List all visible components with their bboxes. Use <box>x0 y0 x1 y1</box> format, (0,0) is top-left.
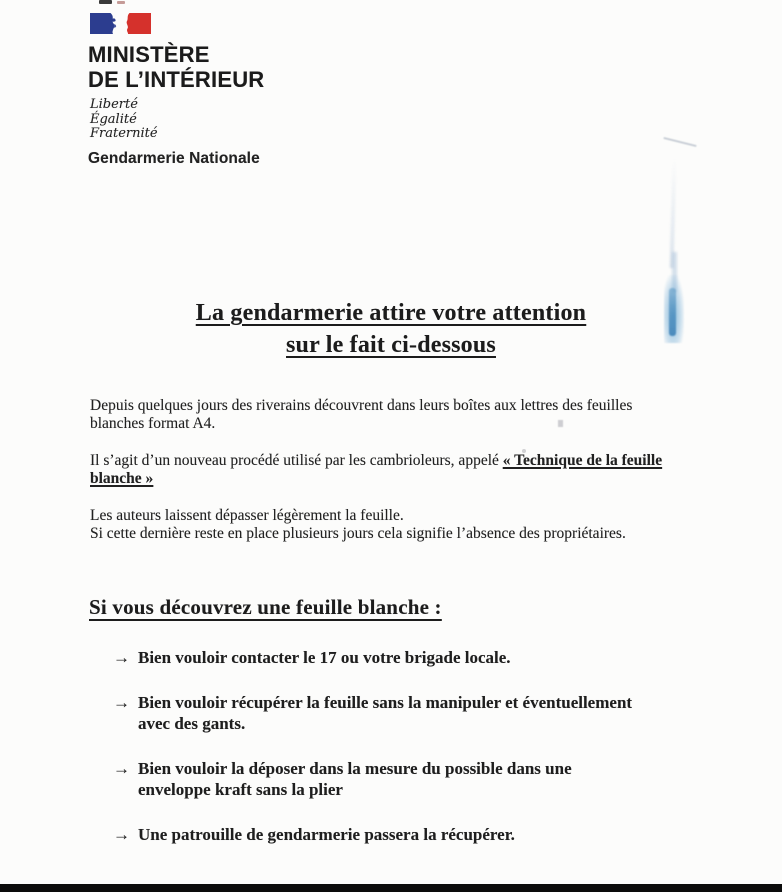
instruction-item-recover-sheet <box>113 692 733 734</box>
instruction-text <box>138 824 515 845</box>
instruction-line: avec des gants. <box>138 714 246 733</box>
paragraph-intro <box>90 397 632 433</box>
gendarmerie-nationale-label: Gendarmerie Nationale <box>88 150 260 167</box>
motto-egalite: Égalité <box>90 111 137 127</box>
scan-speck-artifact <box>99 0 112 4</box>
title-line-1: La gendarmerie attire votre attention <box>195 300 587 326</box>
paragraph-technique <box>90 452 662 488</box>
ministry-line1: MINISTÈRE <box>88 42 210 67</box>
paragraph-intro-line-2: blanches format A4. <box>90 415 216 432</box>
instruction-line: Une patrouille de gendarmerie passera la récupérer. <box>138 825 515 844</box>
technique-emphasis-line-2: blanche » <box>90 470 154 487</box>
section-heading-text: Si vous découvrez une feuille blanche : <box>89 595 442 619</box>
republique-francaise-logo <box>90 13 153 35</box>
title-line-2: sur le fait ci-dessous <box>286 332 496 358</box>
ink-smudge-artifact <box>663 137 696 147</box>
marianne-flag-icon <box>90 13 153 35</box>
scan-speck-artifact <box>558 420 563 427</box>
section-heading <box>89 595 442 620</box>
instruction-line: Bien vouloir récupérer la feuille sans la manipuler et éventuellement <box>138 693 633 712</box>
technique-prefix-text: Il s’agit d’un nouveau procédé utilisé par les cambrioleurs, appelé <box>90 452 503 469</box>
ministry-line2: DE L’INTÉRIEUR <box>88 67 265 92</box>
instruction-text <box>138 692 632 734</box>
paragraph-explanation-line-1: Les auteurs laissent dépasser légèrement la feuille. <box>90 507 404 524</box>
arrow-icon: → <box>113 759 130 778</box>
instruction-text <box>138 647 511 668</box>
instruction-line: enveloppe kraft sans la plier <box>138 780 343 799</box>
arrow-icon: → <box>113 825 130 844</box>
instruction-line: Bien vouloir contacter le 17 ou votre brigade locale. <box>138 648 511 667</box>
scanner-edge-bar <box>0 884 782 892</box>
arrow-icon: → <box>113 693 130 712</box>
instruction-item-patrol-pickup <box>113 824 733 845</box>
paragraph-explanation <box>90 507 626 543</box>
republic-motto <box>90 98 158 142</box>
instruction-item-kraft-envelope <box>113 758 733 800</box>
technique-emphasis-line-1: « Technique de la feuille <box>502 452 663 469</box>
blue-ink-blob-artifact <box>669 288 676 336</box>
arrow-icon: → <box>113 648 130 667</box>
paragraph-technique-line-1 <box>90 452 662 469</box>
motto-liberte: Liberté <box>90 97 138 112</box>
instruction-item-contact-17 <box>113 647 733 668</box>
paragraph-explanation-line-2: Si cette dernière reste en place plusieurs jours cela signifie l’absence des propriétaires. <box>90 525 626 542</box>
paragraph-intro-line-1: Depuis quelques jours des riverains découvrent dans leurs boîtes aux lettres des feuilles <box>90 397 633 414</box>
instruction-line: Bien vouloir la déposer dans la mesure du possible dans une <box>138 759 572 778</box>
scan-speck-artifact <box>522 449 526 453</box>
instruction-text <box>138 758 572 800</box>
instruction-list <box>113 647 733 869</box>
motto-fraternite: Fraternité <box>90 126 158 141</box>
ministry-name <box>88 42 264 92</box>
scan-speck-artifact <box>117 1 125 4</box>
